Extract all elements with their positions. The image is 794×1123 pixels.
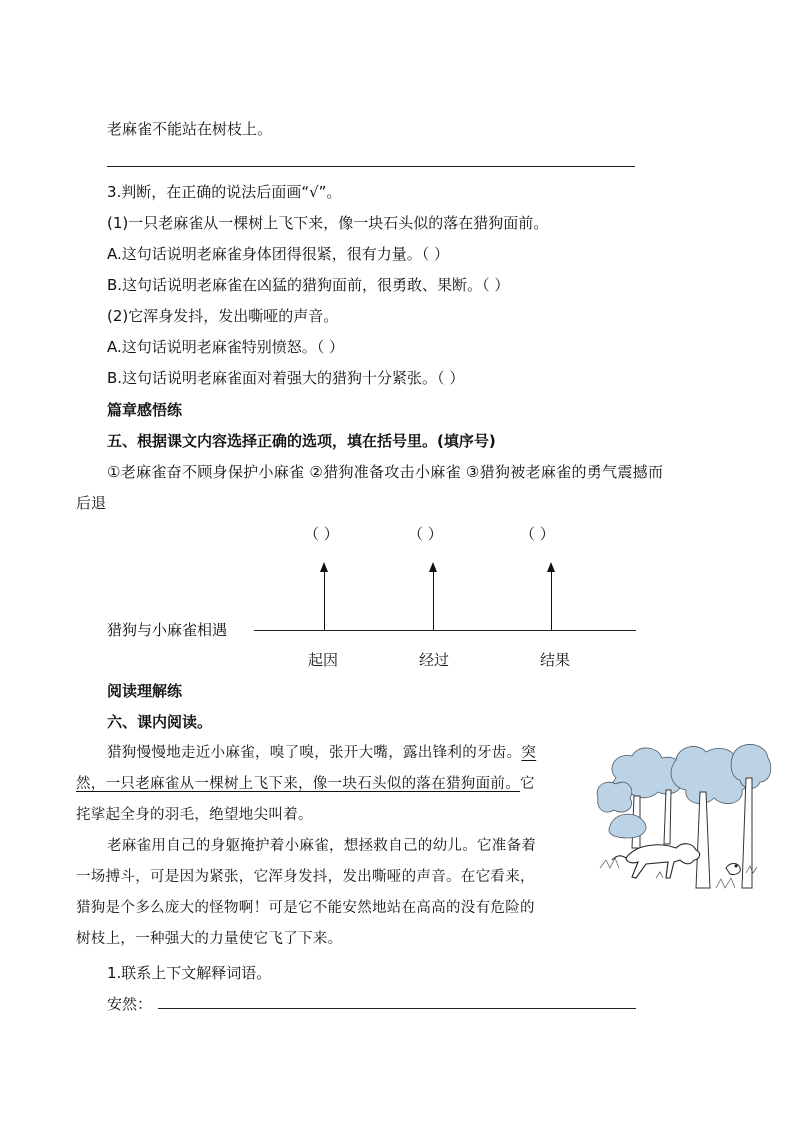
- q3-s1-option-b[interactable]: B.这句话说明老麻雀在凶猛的猎狗面前，很勇敢、果断。（ ）: [107, 276, 510, 294]
- passage-p1-line2: [76, 774, 535, 794]
- q5-options-line1: ①老麻雀奋不顾身保护小麻雀 ②猎狗准备攻击小麻雀 ③猎狗被老麻雀的勇气震撼而: [107, 463, 664, 481]
- timeline-axis: [254, 630, 636, 631]
- bracket-process[interactable]: （ ）: [408, 525, 443, 543]
- q2-prompt: 老麻雀不能站在树枝上。: [107, 120, 273, 138]
- label-process: 经过: [419, 651, 450, 669]
- section-reading-heading: 阅读理解练: [107, 682, 183, 700]
- q3-s2-option-a[interactable]: A.这句话说明老麻雀特别愤怒。（ ）: [107, 338, 345, 356]
- q3-title: 3.判断，在正确的说法后面画“√”。: [107, 183, 342, 201]
- forest-dog-sparrow-illustration: [596, 738, 772, 904]
- passage-underlined-start: 突: [521, 745, 537, 761]
- bracket-result[interactable]: （ ）: [520, 525, 555, 543]
- q3-s1-option-a[interactable]: A.这句话说明老麻雀身体团得很紧，很有力量。（ ）: [107, 245, 450, 263]
- q5-options-line2: 后退: [76, 494, 107, 512]
- anran-answer-line[interactable]: [158, 1008, 636, 1009]
- passage-p1-line1: [107, 743, 536, 763]
- arrow-result: [551, 570, 552, 630]
- sparrow-icon: [726, 864, 740, 875]
- q3-s2-option-b[interactable]: B.这句话说明老麻雀面对着强大的猎狗十分紧张。（ ）: [107, 369, 465, 387]
- ground-rock: [609, 814, 646, 838]
- q3-s1: (1)一只老麻雀从一棵树上飞下来，像一块石头似的落在猎狗面前。: [107, 214, 549, 232]
- label-result: 结果: [540, 651, 571, 669]
- arrow-cause: [324, 570, 325, 630]
- q5-title: 五、根据课文内容选择正确的选项，填在括号里。(填序号): [107, 432, 496, 450]
- passage-p2-line2: 一场搏斗，可是因为紧张，它浑身发抖，发出嘶哑的声音。在它看来，: [76, 869, 535, 885]
- label-cause: 起因: [308, 651, 339, 669]
- arrow-process: [433, 570, 434, 630]
- passage-p1-line3: 挓挲起全身的羽毛，绝望地尖叫着。: [76, 807, 313, 823]
- section-chapter-heading: 篇章感悟练: [107, 401, 183, 419]
- passage-underlined-sentence: 然，一只老麻雀从一棵树上飞下来，像一块石头似的落在猎狗面前。: [76, 776, 520, 792]
- passage-p2-line1: 老麻雀用自己的身躯掩护着小麻雀，想拯救自己的幼儿。它准备着: [107, 838, 537, 854]
- q6-title: 六、课内阅读。: [107, 713, 213, 731]
- passage-p2-line3: 猎狗是个多么庞大的怪物啊！可是它不能安然地站在高高的没有危险的: [76, 900, 535, 916]
- timeline-start-label: 猎狗与小麻雀相遇: [107, 621, 228, 639]
- passage-p1-line1-text: 猎狗慢慢地走近小麻雀，嗅了嗅，张开大嘴，露出锋利的牙齿。: [107, 745, 522, 761]
- q3-s2: (2)它浑身发抖，发出嘶哑的声音。: [107, 307, 339, 325]
- dog-icon: [612, 844, 700, 878]
- passage-p2-line4: 树枝上，一种强大的力量使它飞了下来。: [76, 931, 343, 947]
- bracket-cause[interactable]: （ ）: [304, 525, 339, 543]
- anran-label: 安然：: [107, 995, 153, 1013]
- passage-p1-line2-end: 它: [520, 776, 535, 792]
- q2-answer-line[interactable]: [107, 166, 635, 167]
- q6-sub1: 1.联系上下文解释词语。: [107, 964, 272, 982]
